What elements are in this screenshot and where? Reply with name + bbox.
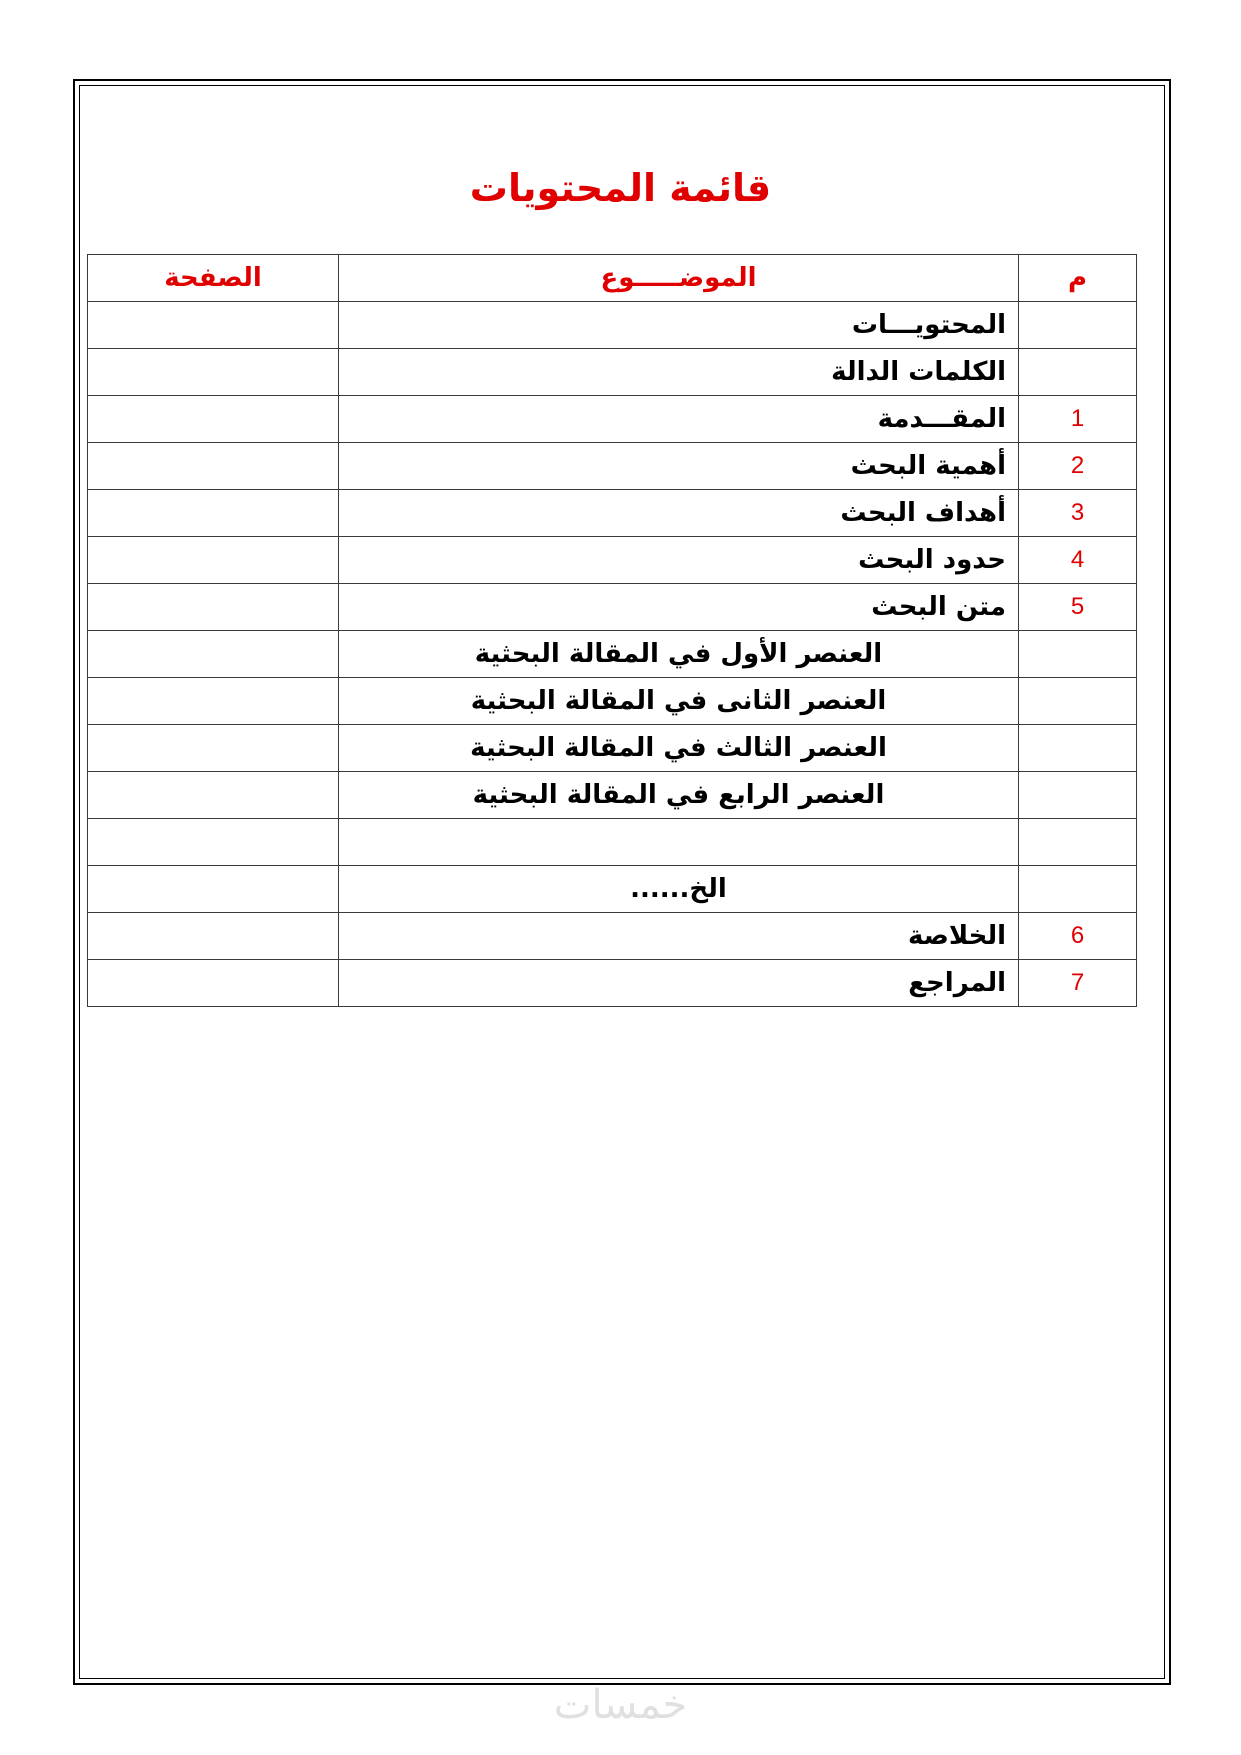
row-topic: الخلاصة (339, 913, 1019, 960)
table-row (88, 490, 1137, 537)
row-topic: المراجع (339, 960, 1019, 1007)
table-row (88, 631, 1137, 678)
header-page: الصفحة (88, 255, 339, 302)
row-number: 2 (1019, 443, 1137, 490)
row-topic: أهمية البحث (339, 443, 1019, 490)
table-row (88, 725, 1137, 772)
row-topic: المقـــدمة (339, 396, 1019, 443)
row-number (1019, 631, 1137, 678)
header-number: م (1019, 255, 1137, 302)
table-header-row (88, 255, 1137, 302)
table-row (88, 678, 1137, 725)
row-page (88, 349, 339, 396)
row-page (88, 913, 339, 960)
row-topic: الكلمات الدالة (339, 349, 1019, 396)
row-topic (339, 819, 1019, 866)
row-topic: الخ...... (339, 866, 1019, 913)
table-row (88, 772, 1137, 819)
row-number: 5 (1019, 584, 1137, 631)
table-row (88, 913, 1137, 960)
row-topic: حدود البحث (339, 537, 1019, 584)
row-number (1019, 302, 1137, 349)
row-topic: أهداف البحث (339, 490, 1019, 537)
table-row (88, 584, 1137, 631)
contents-table (87, 254, 1137, 1007)
row-page (88, 490, 339, 537)
page-title: قائمة المحتويات (469, 166, 772, 210)
row-page (88, 725, 339, 772)
header-topic: الموضـــــوع (339, 255, 1019, 302)
row-number (1019, 725, 1137, 772)
row-topic: العنصر الثالث في المقالة البحثية (339, 725, 1019, 772)
row-page (88, 960, 339, 1007)
table-row (88, 396, 1137, 443)
row-topic: العنصر الثانى في المقالة البحثية (339, 678, 1019, 725)
row-page (88, 631, 339, 678)
row-number: 3 (1019, 490, 1137, 537)
row-number: 1 (1019, 396, 1137, 443)
row-number (1019, 678, 1137, 725)
row-number (1019, 819, 1137, 866)
row-topic: المحتويـــات (339, 302, 1019, 349)
row-page (88, 866, 339, 913)
row-page (88, 443, 339, 490)
row-number (1019, 866, 1137, 913)
row-number: 6 (1019, 913, 1137, 960)
table-row (88, 819, 1137, 866)
watermark-logo: خمسات (553, 1682, 688, 1728)
table-row (88, 960, 1137, 1007)
row-number (1019, 772, 1137, 819)
table-row (88, 302, 1137, 349)
row-page (88, 678, 339, 725)
row-page (88, 537, 339, 584)
row-number: 7 (1019, 960, 1137, 1007)
row-topic: العنصر الرابع في المقالة البحثية (339, 772, 1019, 819)
row-number: 4 (1019, 537, 1137, 584)
row-page (88, 302, 339, 349)
row-topic: متن البحث (339, 584, 1019, 631)
row-number (1019, 349, 1137, 396)
row-page (88, 396, 339, 443)
row-page (88, 772, 339, 819)
table-row (88, 537, 1137, 584)
row-topic: العنصر الأول في المقالة البحثية (339, 631, 1019, 678)
table-row (88, 443, 1137, 490)
row-page (88, 819, 339, 866)
table-row (88, 866, 1137, 913)
table-row (88, 349, 1137, 396)
row-page (88, 584, 339, 631)
